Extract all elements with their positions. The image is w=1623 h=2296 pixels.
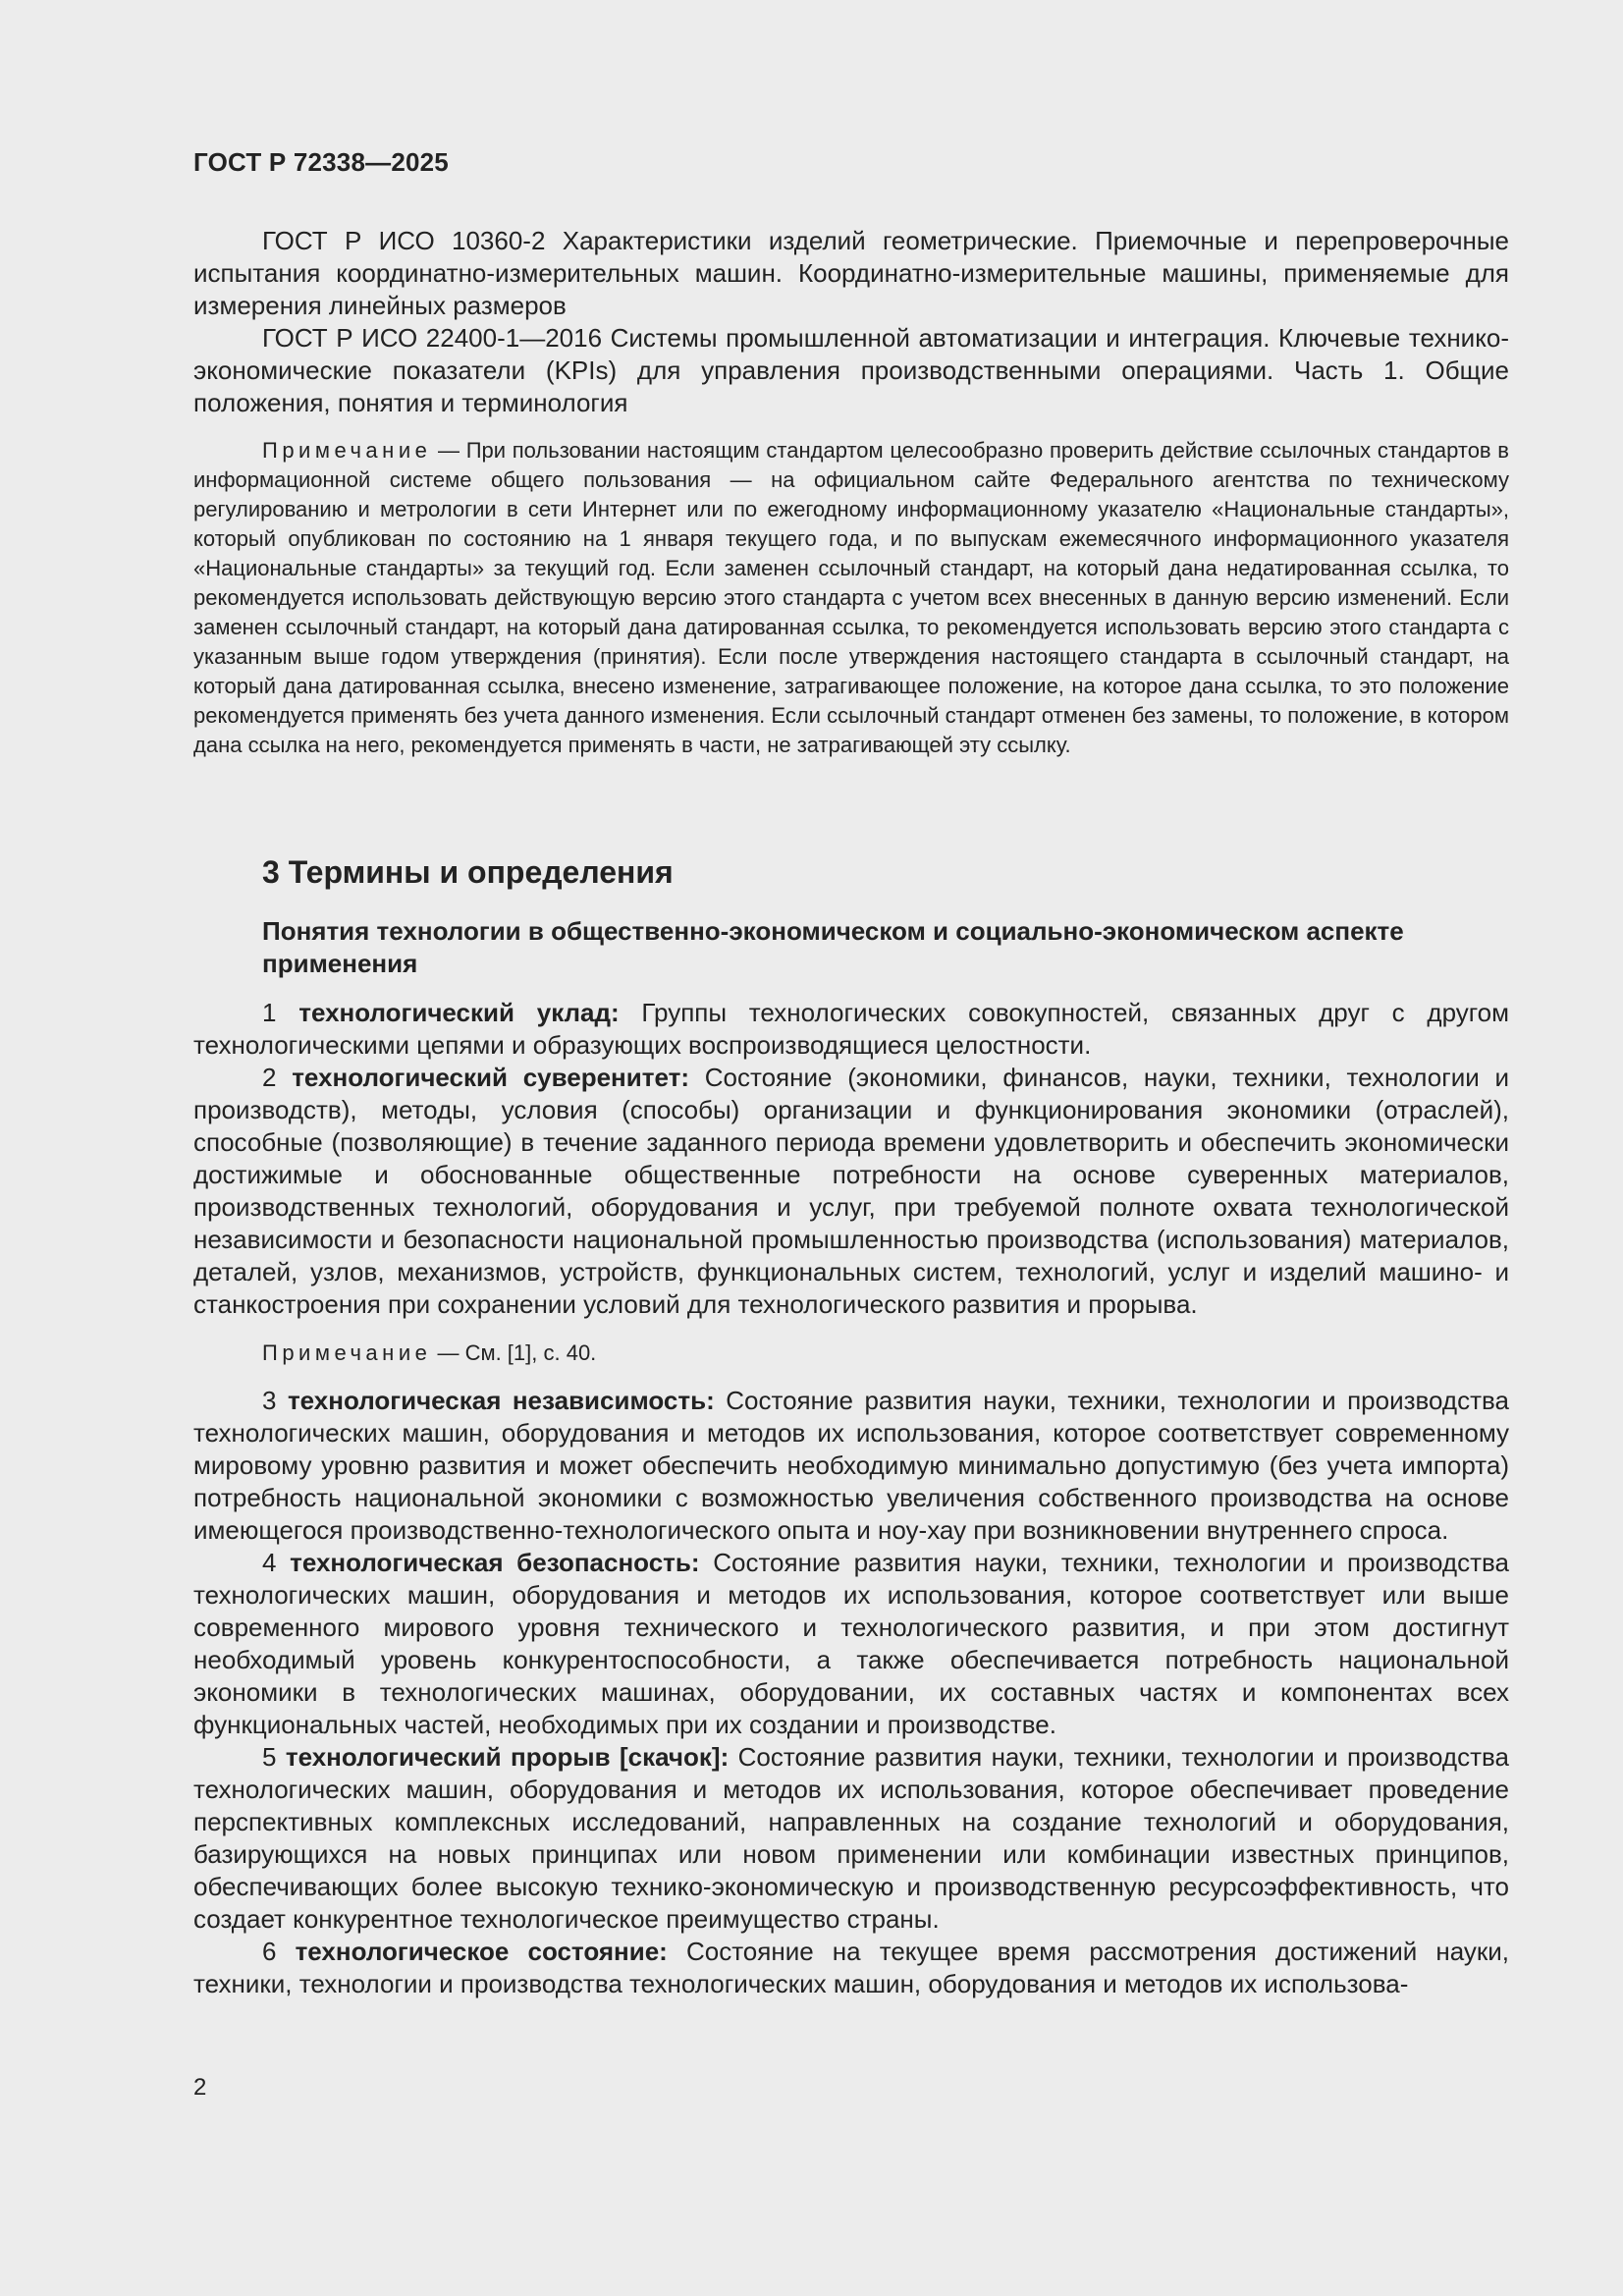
- note-paragraph: [193, 1339, 1509, 1368]
- document-header: ГОСТ Р 72338—2025: [193, 147, 449, 177]
- section-title: [193, 854, 1509, 891]
- term-name: технологический суверенитет:: [292, 1063, 689, 1092]
- term-definition: Состояние (экономики, финансов, науки, техники, технологии и производств), методы, условия (способы) организации и функционирования экономики (отраслей), способные (позволяющие) в течение заданного периода времени удовлетворить и обеспечить экономически достижимые и обоснованные общественные потребности на основе суверенных материалов, производственных технологий, оборудования и услуг, при требуемой полноте охвата технологической независимости и безопасности национальной промышленностью производства (использования) материалов, деталей, узлов, механизмов, устройств, функциональных систем, технологий, услуг и изделий машино- и станкостроения при сохранении условий для технологического развития и прорыва.: [193, 1063, 1509, 1319]
- term-definition: Состояние развития науки, техники, технологии и производства технологических машин, оборудования и методов их использования, которое соответствует современному мировому уровню развития и может обеспечить необходимую минимально допустимую (без учета импорта) потребность национальной экономики с возможностью увеличения собственного производства на основе имеющегося производственно-технологического опыта и ноу-хау при возникновении внутреннего спроса.: [193, 1386, 1509, 1545]
- term-number: 3: [262, 1386, 277, 1415]
- subheading-text: Понятия технологии в общественно-экономическом и социально-экономическом аспекте применения: [262, 916, 1404, 978]
- term-entry: [193, 1385, 1509, 1547]
- term-name: технологическое состояние:: [295, 1937, 668, 1966]
- term-entry: [193, 1062, 1509, 1321]
- page-number: 2: [193, 2074, 207, 2101]
- term-name: технологическая безопасность:: [290, 1548, 700, 1577]
- term-number: 6: [262, 1937, 277, 1966]
- terms-block-1: [193, 997, 1509, 1321]
- note-block: [193, 436, 1509, 760]
- term-definition: Состояние развития науки, техники, технологии и производства технологических машин, оборудования и методов их использования, которое соответствует или выше современного мирового уровня технического и технологического развития, и при этом достигнут необходимый уровень конкурентоспособности, а также обеспечивается потребность национальной экономики в технологических машинах, оборудовании, их составных частях и компонентах всех функциональных частей, необходимых при их создании и производстве.: [193, 1548, 1509, 1739]
- term-name: технологический прорыв [скачок]:: [285, 1742, 730, 1772]
- references-block: [193, 225, 1509, 419]
- term-entry: [193, 1741, 1509, 1936]
- note-text: — При пользовании настоящим стандартом целесообразно проверить действие ссылочных стандартов в информационной системе общего пользования — на официальном сайте Федерального агентства по техническому регулированию и метрологии в сети Интернет или по ежегодному информационному указателю «Национальные стандарты», который опубликован по состоянию на 1 января текущего года, и по выпускам ежемесячного информационного указателя «Национальные стандарты» за текущий год. Если заменен ссылочный стандарт, на который дана недатированная ссылка, то рекомендуется использовать действующую версию этого стандарта с учетом всех внесенных в данную версию изменений. Если заменен ссылочный стандарт, на который дана датированная ссылка, то рекомендуется использовать версию этого стандарта с указанным выше годом утверждения (принятия). Если после утверждения настоящего стандарта в ссылочный стандарт, на который дана датированная ссылка, внесено изменение, затрагивающее положение, на которое дана ссылка, то это положение рекомендуется применять без учета данного изменения. Если ссылочный стандарт отменен без замены, то положение, в котором дана ссылка на него, рекомендуется применять в части, не затрагивающей эту ссылку.: [193, 438, 1509, 757]
- reference-item: ГОСТ Р ИСО 22400-1—2016 Системы промышленной автоматизации и интеграция. Ключевые технико-экономические показатели (KPIs) для управления производственными операциями. Часть 1. Общие положения, понятия и терминология: [193, 323, 1509, 417]
- term-definition: Группы технологических совокупностей, связанных друг с другом технологическими цепями и образующих воспроизводящиеся целостности.: [193, 998, 1509, 1060]
- term-definition: Состояние на текущее время рассмотрения достижений науки, техники, технологии и производства технологических машин, оборудования и методов их использова-: [193, 1937, 1509, 1998]
- term-number: 5: [262, 1742, 277, 1772]
- note-label: Примечание: [262, 1340, 432, 1365]
- term-name: технологическая независимость:: [287, 1386, 715, 1415]
- term-note-block: [193, 1339, 1509, 1368]
- reference-item: ГОСТ Р ИСО 10360-2 Характеристики изделий геометрические. Приемочные и перепроверочные испытания координатно-измерительных машин. Координатно-измерительные машины, применяемые для измерения линейных размеров: [193, 226, 1509, 320]
- term-name: технологический уклад:: [298, 998, 620, 1027]
- term-entry: [193, 1936, 1509, 2000]
- note-text: — См. [1], с. 40.: [431, 1340, 597, 1365]
- section-subheading: [193, 915, 1509, 980]
- term-entry: [193, 997, 1509, 1062]
- note-paragraph: [193, 436, 1509, 760]
- terms-block-2: [193, 1385, 1509, 2000]
- section-title-text: 3 Термины и определения: [262, 854, 674, 890]
- term-entry: [193, 1547, 1509, 1741]
- term-definition: Состояние развития науки, техники, технологии и производства технологических машин, оборудования и методов их использования, которое обеспечивает проведение перспективных комплексных исследований, направленных на создание технологий и оборудования, базирующихся на новых принципах или новом применении или комбинации известных принципов, обеспечивающих более высокую технико-экономическую и производственную ресурсоэффективность, что создает конкурентное технологическое преимущество страны.: [193, 1742, 1509, 1934]
- term-number: 1: [262, 998, 277, 1027]
- note-label: Примечание: [262, 438, 432, 463]
- term-number: 2: [262, 1063, 277, 1092]
- term-number: 4: [262, 1548, 277, 1577]
